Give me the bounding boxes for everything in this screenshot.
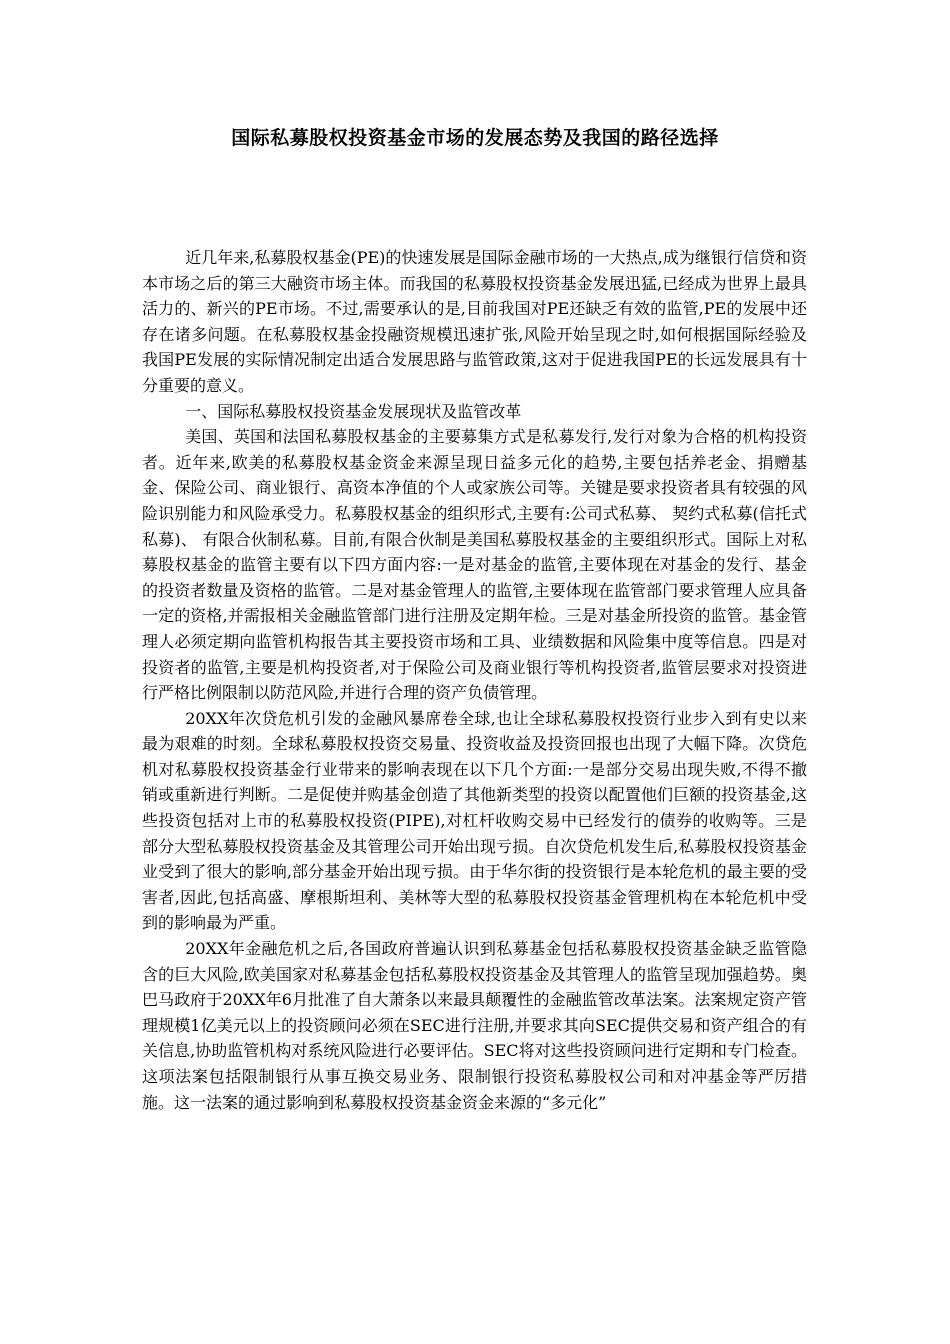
- section-heading: 一、国际私募股权投资基金发展现状及监管改革: [185, 401, 522, 421]
- paragraph-current-status: 美国、英国和法国私募股权基金的主要募集方式是私募发行,发行对象为合格的机构投资者。近年来,欧美的私募股权基金资金来源呈现日益多元化的趋势,主要包括养老金、捐赠基金、保险公司、商业银行、高资本净值的个人或家族公司等。关键是要求投资者具有较强的风险识别能力和风险承受力。私募股权基金的组织形式,主要有:公司式私募、 契约式私募(信托式私募)、 有限合伙制私募。目前,有限合伙制是美国私募股权基金的主要组织形式。国际上对私募股权基金的监管主要有以下四方面内容:一是对基金的监管,主要体现在对基金的发行、基金的投资者数量及资格的监管。二是对基金管理人的监管,主要体现在监管部门要求管理人应具备一定的资格,并需报相关金融监管部门进行注册及定期年检。三是对基金所投资的监管。基金管理人必须定期向监管机构报告其主要投资市场和工具、业绩数据和风险集中度等信息。四是对投资者的监管,主要是机构投资者,对于保险公司及商业银行等机构投资者,监管层要求对投资进行严格比例限制以防范风险,并进行合理的资产负债管理。: [142, 427, 807, 703]
- paragraph-subprime-crisis: 20XX年次贷危机引发的金融风暴席卷全球,也让全球私募股权投资行业步入到有史以来最为艰难的时刻。全球私募股权投资交易量、投资收益及投资回报也出现了大幅下降。次贷危机对私募股权投资基金行业带来的影响表现在以下几个方面:一是部分交易出现失败,不得不撤销或重新进行判断。二是促使并购基金创造了其他新类型的投资以配置他们巨额的投资基金,这些投资包括对上市的私募股权投资(PIPE),对杠杆收购交易中已经发行的债券的收购等。三是部分大型私募股权投资基金及其管理公司开始出现亏损。自次贷危机发生后,私募股权投资基金业受到了很大的影响,部分基金开始出现亏损。由于华尔街的投资银行是本轮危机的最主要的受害者,因此,包括高盛、摩根斯坦利、美林等大型的私募股权投资基金管理机构在本轮危机中受到的影响最为严重。: [142, 708, 807, 933]
- paragraph-regulatory-reform: 20XX年金融危机之后,各国政府普遍认识到私募基金包括私募股权投资基金缺乏监管隐含的巨大风险,欧美国家对私募基金包括私募股权投资基金及其管理人的监管呈现加强趋势。奥巴马政府于20XX年6月批准了自大萧条以来最具颠覆性的金融监管改革法案。法案规定资产管理规模1亿美元以上的投资顾问必须在SEC进行注册,并要求其向SEC提供交易和资产组合的有关信息,协助监管机构对系统风险进行必要评估。SEC将对这些投资顾问进行定期和专门检查。这项法案包括限制银行从事互换交易业务、限制银行投资私募股权公司和对冲基金等严厉措施。这一法案的通过影响到私募股权投资基金资金来源的“多元化”: [142, 939, 807, 1112]
- paragraph-intro: 近几年来,私募股权基金(PE)的快速发展是国际金融市场的一大热点,成为继银行信贷和资本市场之后的第三大融资市场主体。而我国的私募股权投资基金发展迅猛,已经成为世界上最具活力的、新兴的PE市场。不过,需要承认的是,目前我国对PE还缺乏有效的监管,PE的发展中还存在诸多问题。在私募股权基金投融资规模迅速扩张,风险开始呈现之时,如何根据国际经验及我国PE发展的实际情况制定出适合发展思路与监管政策,这对于促进我国PE的长远发展具有十分重要的意义。: [142, 248, 807, 395]
- document-title: 国际私募股权投资基金市场的发展态势及我国的路径选择: [231, 127, 719, 149]
- document-body: [142, 245, 807, 1115]
